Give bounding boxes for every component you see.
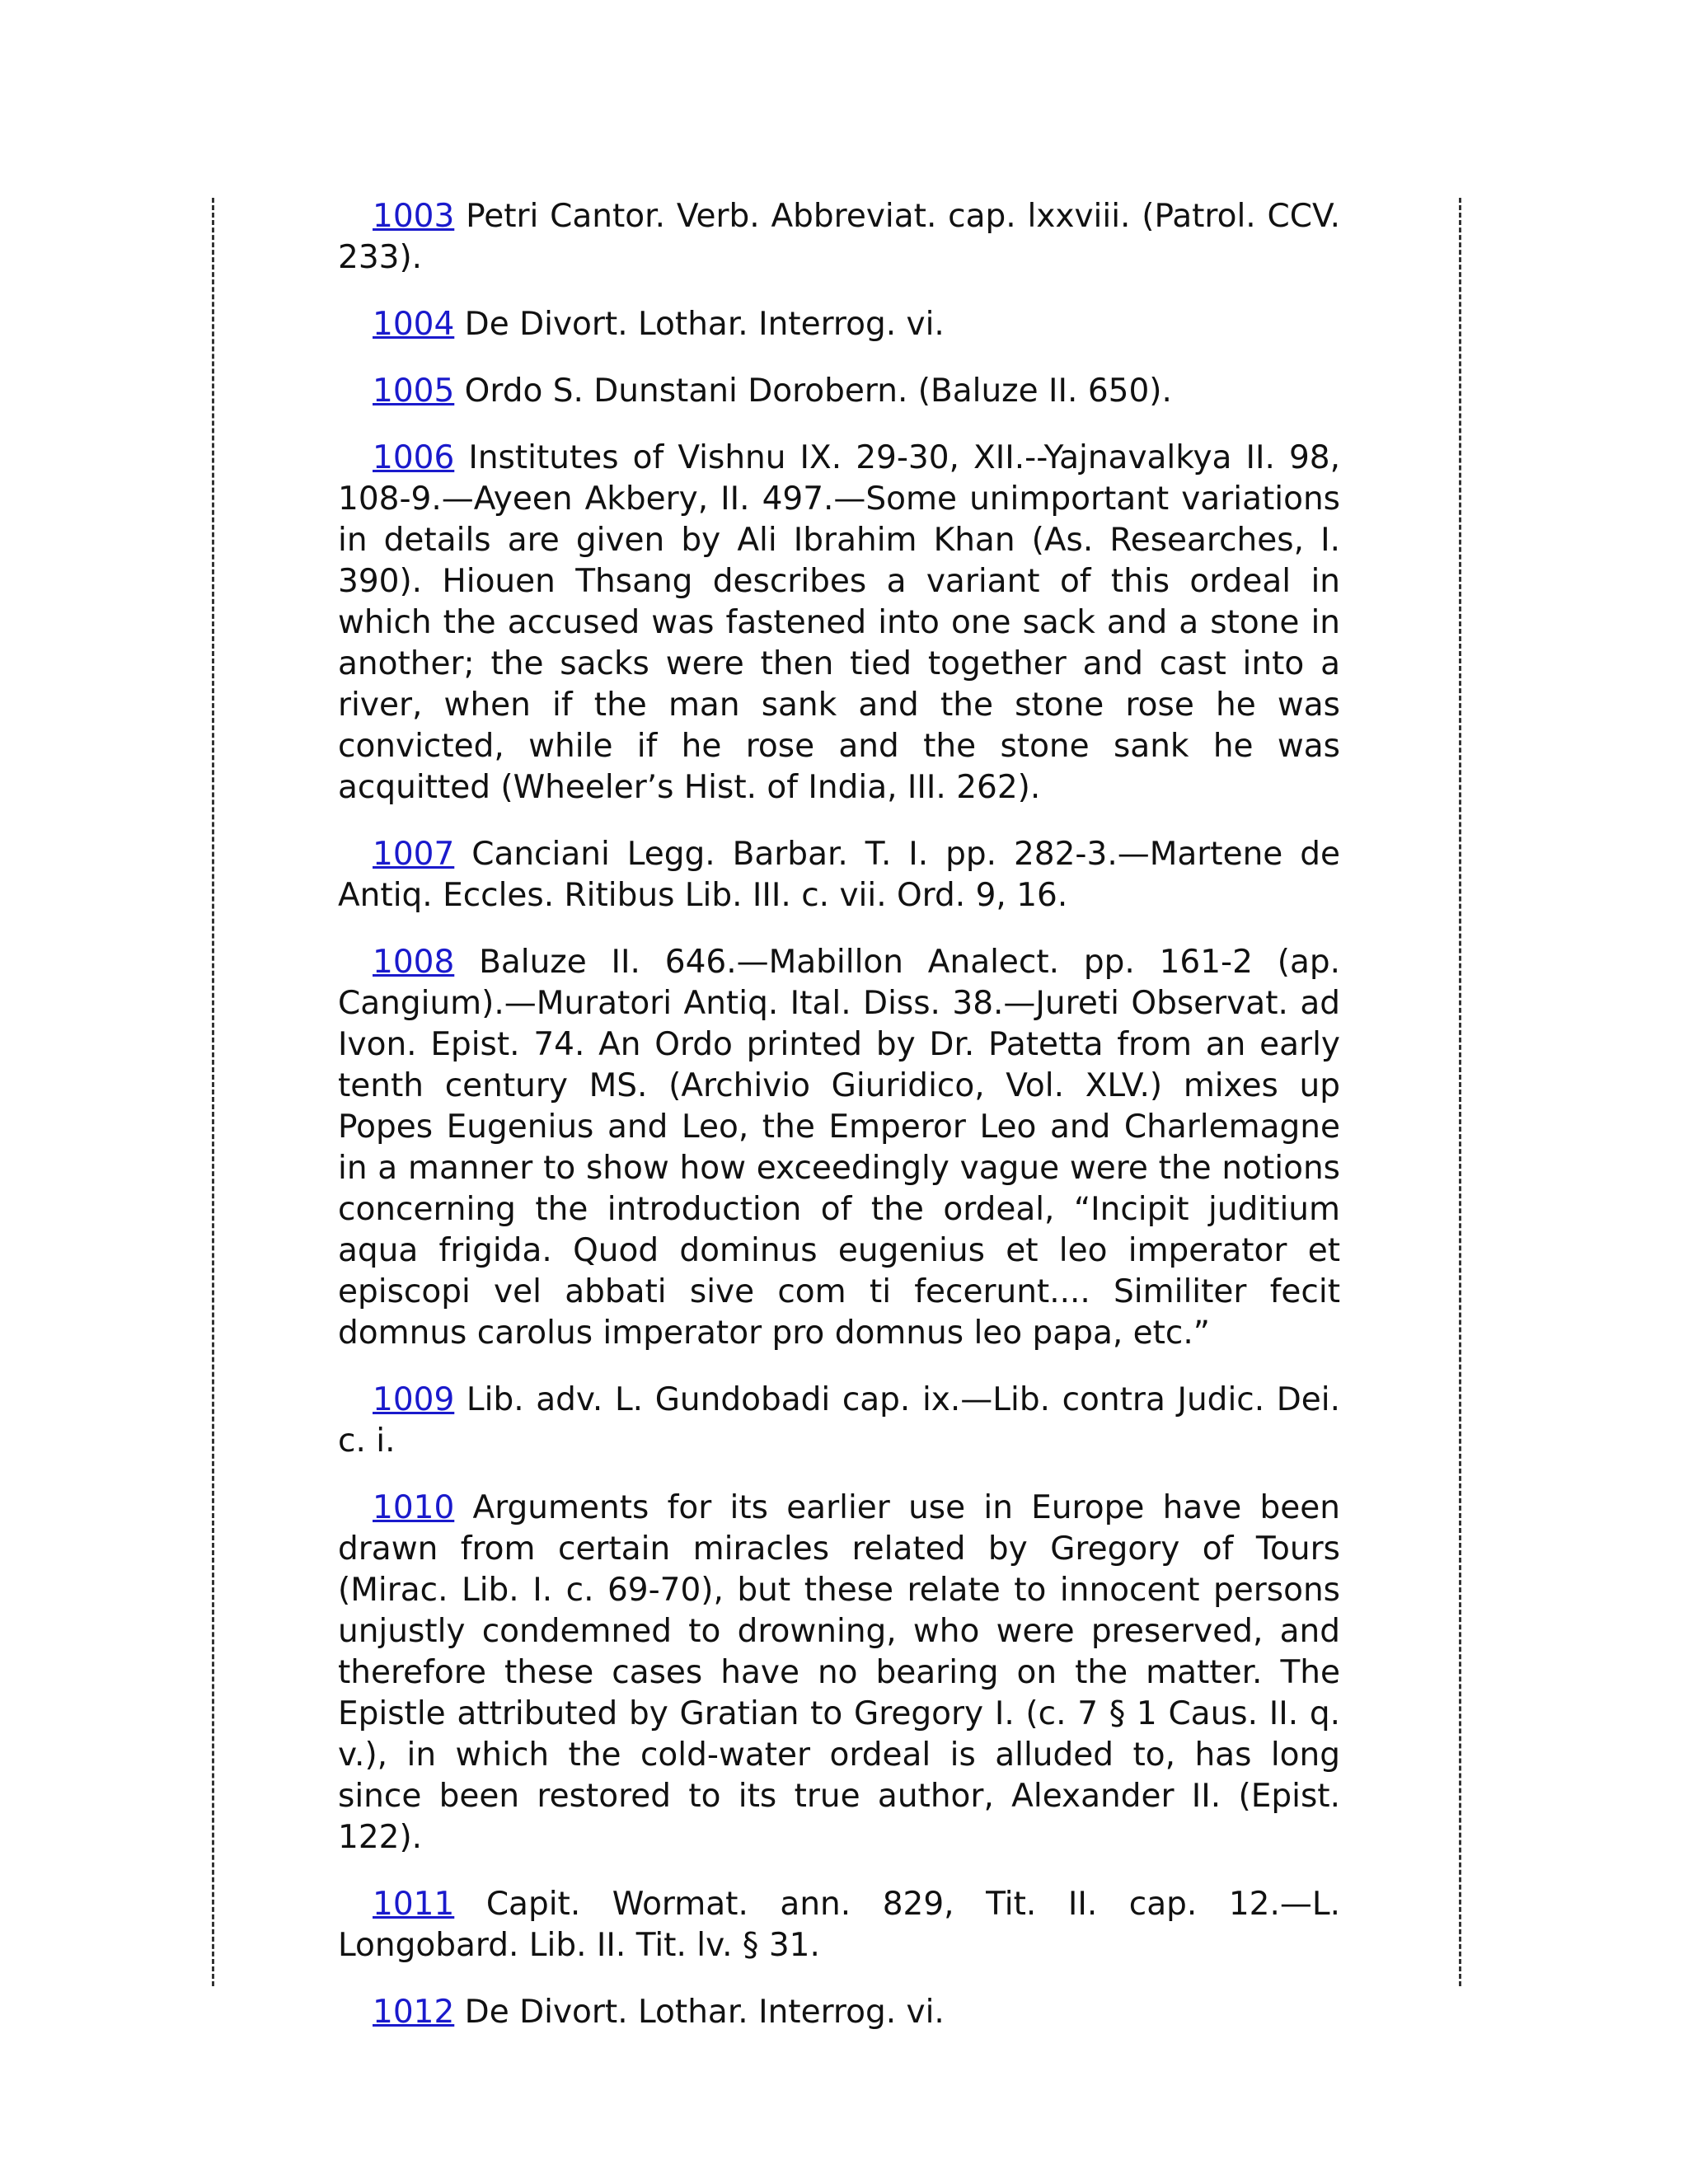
left-dashed-rule xyxy=(212,198,214,1986)
footnote xyxy=(338,834,1351,916)
footnote-text: Petri Cantor. Verb. Abbreviat. cap. lxxviii. (Patrol. CCV. 233). xyxy=(338,198,1351,276)
footnote xyxy=(338,942,1351,1354)
footnote xyxy=(338,1884,1351,1966)
footnote xyxy=(338,1488,1351,1858)
footnote xyxy=(338,1992,1340,2033)
footnote-text: De Divort. Lothar. Interrog. vi. xyxy=(454,306,945,343)
footnote xyxy=(338,371,1340,412)
footnotes-list xyxy=(338,196,1351,2059)
footnote xyxy=(338,304,1340,345)
footnote-link[interactable]: 1012 xyxy=(373,1994,455,2031)
footnote-link[interactable]: 1005 xyxy=(373,373,455,410)
footnote-text: Arguments for its earlier use in Europe have been drawn from certain miracles related by Gregory of Tours (Mirac. Lib. I. c. 69-70), but these relate to innocent persons unjustly condemned to drowning, who were preserved, and therefore these cases have no bearing on the matter. The Epistle attributed by Gratian to Gregory I. (c. 7 § 1 Caus. II. q. v.), in which the cold-water ordeal is alluded to, has long since been restored to its true author, Alexander II. (Epist. 122). xyxy=(338,1489,1351,1856)
right-dashed-rule xyxy=(1459,198,1461,1986)
footnote-link[interactable]: 1008 xyxy=(373,944,455,981)
footnote-link[interactable]: 1007 xyxy=(373,836,455,873)
footnote-link[interactable]: 1006 xyxy=(373,439,455,476)
footnote xyxy=(338,196,1351,279)
footnote-text: Capit. Wormat. ann. 829, Tit. II. cap. 12.—L. Longobard. Lib. II. Tit. lv. § 31. xyxy=(338,1886,1351,1964)
footnote-text: Ordo S. Dunstani Dorobern. (Baluze II. 650). xyxy=(454,373,1172,410)
footnote-link[interactable]: 1003 xyxy=(373,198,455,235)
footnote-text: De Divort. Lothar. Interrog. vi. xyxy=(454,1994,945,2031)
footnote-link[interactable]: 1009 xyxy=(373,1381,455,1418)
footnote-text: Lib. adv. L. Gundobadi cap. ix.—Lib. contra Judic. Dei. c. i. xyxy=(338,1381,1351,1460)
footnote-link[interactable]: 1010 xyxy=(373,1489,455,1526)
footnote xyxy=(338,438,1351,808)
footnote-text: Canciani Legg. Barbar. T. I. pp. 282-3.—Martene de Antiq. Eccles. Ritibus Lib. III. c. vii. Ord. 9, 16. xyxy=(338,836,1351,914)
footnote xyxy=(338,1380,1351,1462)
footnote-link[interactable]: 1011 xyxy=(373,1886,455,1923)
footnote-text: Institutes of Vishnu IX. 29-30, XII.--Yajnavalkya II. 98, 108-9.—Ayeen Akbery, II. 497.—Some unimportant variations in details are given by Ali Ibrahim Khan (As. Researches, I. 390). Hiouen Thsang describes a variant of this ordeal in which the accused was fastened into one sack and a stone in another; the sacks were then tied together and cast into a river, when if the man sank and the stone rose he was convicted, while if he rose and the stone sank he was acquitted (Wheeler’s Hist. of India, III. 262). xyxy=(338,439,1351,806)
footnote-text: Baluze II. 646.—Mabillon Analect. pp. 161-2 (ap. Cangium).—Muratori Antiq. Ital. Diss. 38.—Jureti Observat. ad Ivon. Epist. 74. An Ordo printed by Dr. Patetta from an early tenth century MS. (Archivio Giuridico, Vol. XLV.) mixes up Popes Eugenius and Leo, the Emperor Leo and Charlemagne in a manner to show how exceedingly vague were the notions concerning the introduction of the ordeal, “Incipit juditium aqua frigida. Quod dominus eugenius et leo imperator et episcopi vel abbati sive com ti fecerunt.... Similiter fecit domnus carolus imperator pro domnus leo papa, etc.” xyxy=(338,944,1351,1352)
footnote-link[interactable]: 1004 xyxy=(373,306,455,343)
